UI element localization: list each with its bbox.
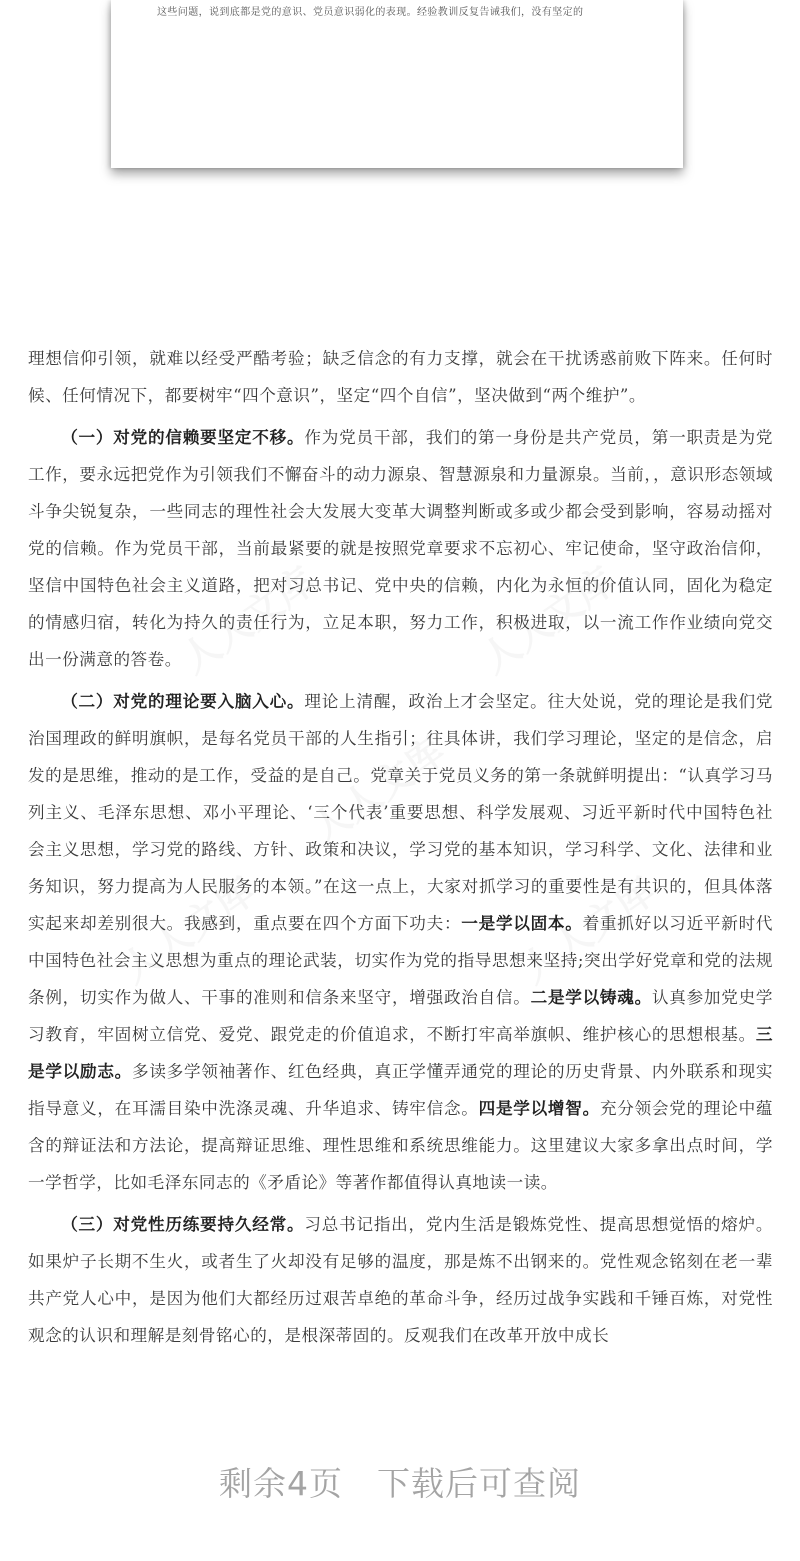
bold-heading-text: （二）对党的理论要入脑入心。: [61, 691, 305, 711]
paragraph-text: 习总书记指出，党内生活是锻炼党性、提高思想觉悟的熔炉。如果炉子长期不生火，或者生了火却没有足够的温度，那是炼不出钢来的。党性观念铭刻在老一辈共产党人心中，是因为他们大都经历过艰苦卓绝的革命斗争，经历过战争实践和千锤百炼，对党性观念的认识和理解是刻骨铭心的，是根深蒂固的。反观我们在改革开放中成长: [28, 1215, 774, 1345]
document-body: [28, 340, 773, 1354]
paragraph-text: 着重抓好以习近平新时代中国特色社会主义思想为重点的理论武装，切实作为党的指导思想来坚持;突出学好党章和党的法规条例，切实作为做人、干事的准则和信条来坚守，增强政治自信。: [28, 914, 774, 1007]
paragraph-text: 作为党员干部，我们的第一身份是共产党员，第一职责是为党工作，要永远把党作为引领我们不懈奋斗的动力源泉、智慧源泉和力量源泉。当前，，意识形态领域斗争尖锐复杂，一些同志的理性社会大发展大变革大调整判断或多或少都会受到影响，容易动摇对党的信赖。作为党员干部，当前最紧要的就是按照党章要求不忘初心、牢记使命，坚守政治信仰，坚信中国特色社会主义道路，把对习总书记、党中央的信赖，内化为永恒的价值认同，固化为稳定的情感归宿，转化为持久的责任行为，立足本职，努力工作，积极进取，以一流工作作业绩向党交出一份满意的答卷。: [28, 428, 774, 669]
preview-text-line: 这些问题，说到底都是党的意识、党员意识弱化的表现。经验教训反复告诫我们，没有坚定的: [157, 7, 584, 18]
bold-heading-text: 二是学以铸魂。: [530, 987, 652, 1007]
paragraph-text: 理想信仰引领，就难以经受严酷考验；缺乏信念的有力支撑，就会在干扰诱惑前败下阵来。任何时候、任何情况下，都要树牢“四个意识”，坚定“四个自信”，坚决做到“两个维护”。: [28, 349, 773, 405]
bold-heading-text: （三）对党性历练要持久经常。: [61, 1214, 305, 1234]
remaining-pages-banner[interactable]: [0, 1458, 800, 1505]
bold-heading-text: （一）对党的信赖要坚定不移。: [61, 427, 305, 447]
download-to-view-text[interactable]: 下载后可查阅: [377, 1464, 581, 1503]
bold-heading-text: 三是学以励志。: [28, 1024, 773, 1081]
paragraph-text: 多读多学领袖著作、红色经典，真正学懂弄通党的理论的历史背景、内外联系和现实指导意义，在耳濡目染中洗涤灵魂、升华追求、铸牢信念。: [28, 1062, 774, 1118]
paragraph-text: 理论上清醒，政治上才会坚定。往大处说，党的理论是我们党治国理政的鲜明旗帜，是每名党员干部的人生指引；往具体讲，我们学习理论，坚定的是信念，启发的是思维，推动的是工作，受益的是自己。党章关于党员义务的第一条就鲜明提出：“认真学习马列主义、毛泽东思想、邓小平理论、‘三个代表’重要思想、科学发展观、习近平新时代中国特色社会主义思想，学习党的路线、方针、政策和决议，学习党的基本知识，学习科学、文化、法律和业务知识，努力提高为人民服务的本领。”在这一点上，大家对抓学习的重要性是有共识的，但具体落实起来却差别很大。我感到，重点要在四个方面下功夫：: [28, 692, 774, 933]
remaining-pages-text: 剩余4页: [219, 1464, 343, 1503]
body-paragraph: [28, 419, 773, 678]
paragraph-text: 认真参加党史学习教育，牢固树立信党、爱党、跟党走的价值追求，不断打牢高举旗帜、维护核心的思想根基。: [28, 988, 774, 1044]
paragraph-text: 充分领会党的理论中蕴含的辩证法和方法论，提高辩证思维、理性思维和系统思维能力。这里建议大家多拿出点时间，学一学哲学，比如毛泽东同志的《矛盾论》等著作都值得认真地读一读。: [28, 1099, 774, 1192]
bold-heading-text: 一是学以固本。: [461, 913, 583, 933]
body-paragraph: [28, 683, 773, 1201]
body-paragraph: [28, 1206, 773, 1354]
body-paragraph: [28, 340, 773, 414]
bold-heading-text: 四是学以增智。: [478, 1098, 600, 1118]
previous-page-preview: [111, 0, 683, 168]
